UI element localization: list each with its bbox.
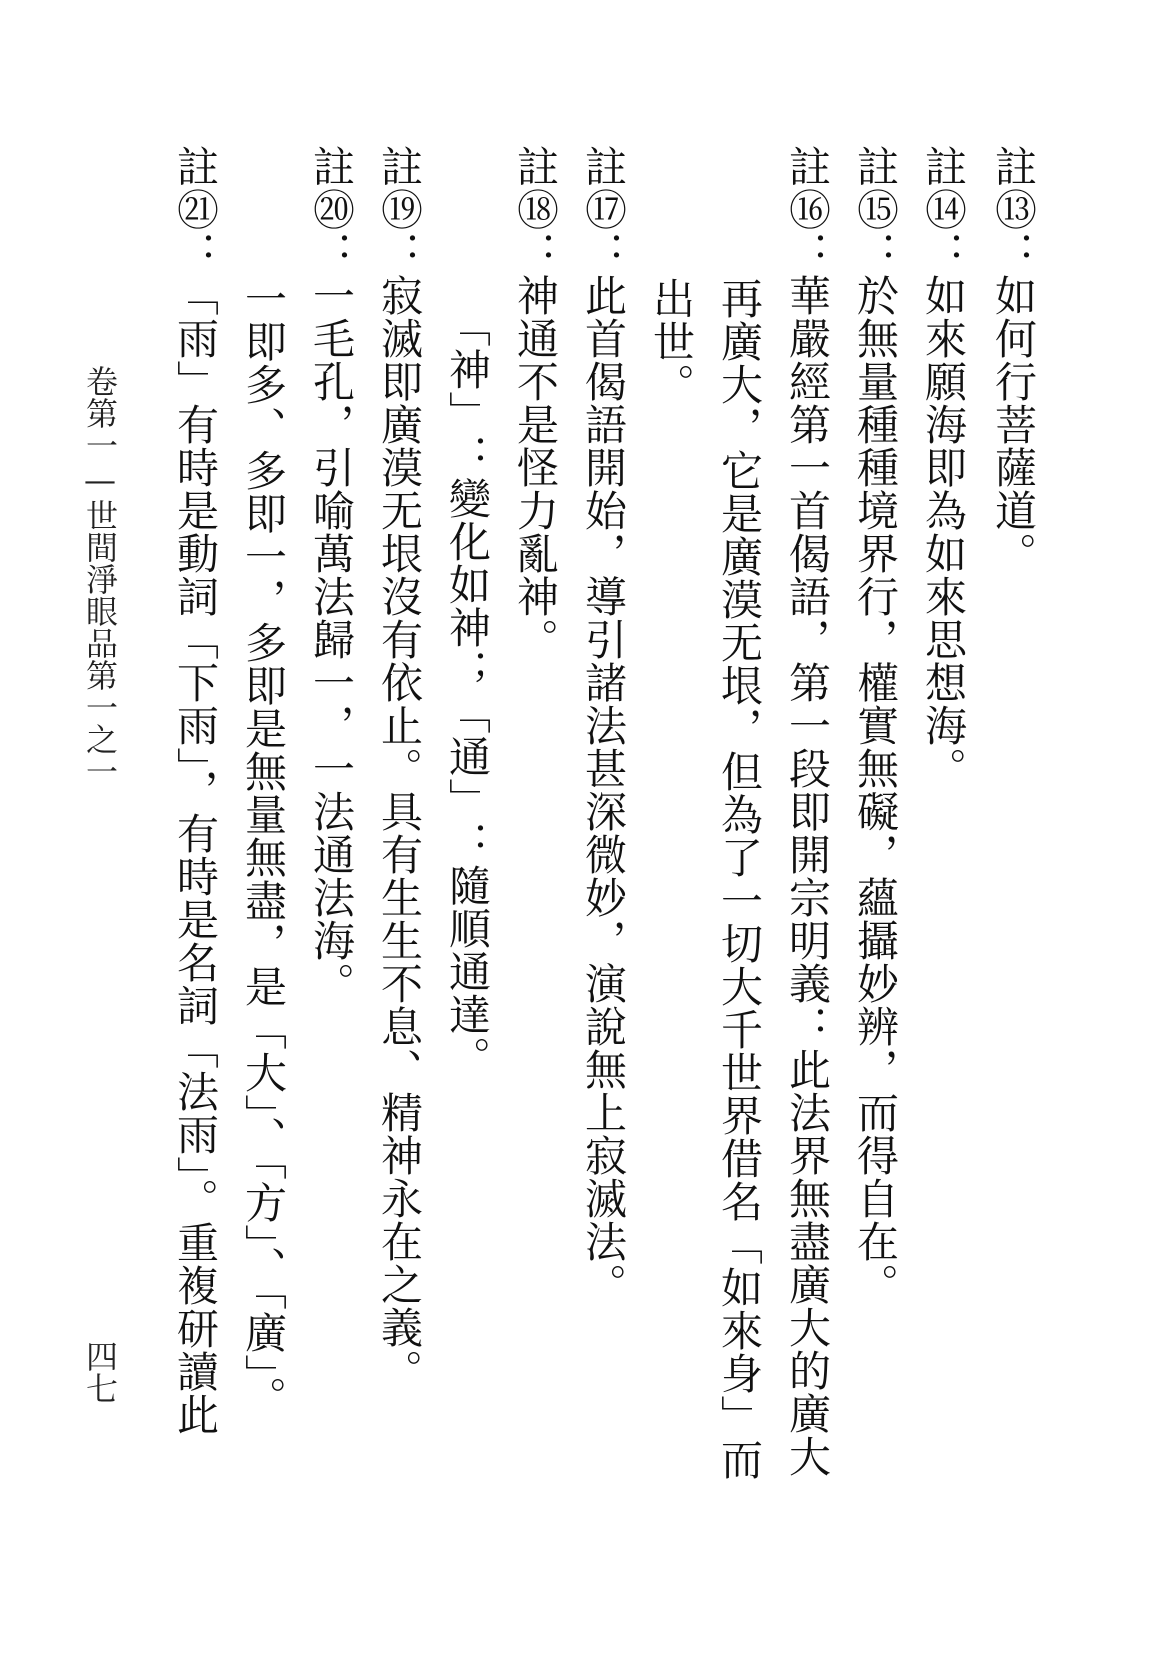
note-20: 註⑳：一毛孔，引喻萬法歸一，一法通法海。	[307, 145, 356, 1005]
note-18-continued: 「神」：變化如神；「通」：隨順通達。	[443, 305, 492, 1079]
note-15: 註⑮：於無量種種境界行，權實無礙，蘊攝妙辨，而得自在。	[851, 145, 900, 1306]
note-16: 註⑯：華嚴經第一首偈語，第一段即開宗明義：此法界無盡廣大的廣大	[783, 145, 832, 1478]
note-13: 註⑬：如何行菩薩道。	[989, 145, 1038, 575]
note-21: 註㉑：「雨」有時是動詞「下雨」，有時是名詞「法雨」。重複研讀此	[171, 145, 220, 1436]
note-18: 註⑱：神通不是怪力亂神。	[511, 145, 560, 661]
note-16-continued-2: 出世。	[647, 277, 696, 406]
note-16-continued-1: 再廣大，它是廣漠无垠，但為了一切大千世界借名「如來身」而	[715, 277, 764, 1481]
note-20-continued: 一即多、多即一，多即是無量無盡，是「大」、「方」、「廣」。	[239, 277, 288, 1419]
chapter-footer: 卷第一—世間淨眼品第一之一	[81, 365, 119, 787]
note-19: 註⑲：寂滅即廣漠无垠沒有依止。具有生生不息、精神永在之義。	[375, 145, 424, 1392]
note-14: 註⑭：如來願海即為如來思想海。	[919, 145, 968, 790]
page-number: 四七	[81, 1340, 119, 1404]
note-17: 註⑰：此首偈語開始，導引諸法甚深微妙，演說無上寂滅法。	[579, 145, 628, 1306]
